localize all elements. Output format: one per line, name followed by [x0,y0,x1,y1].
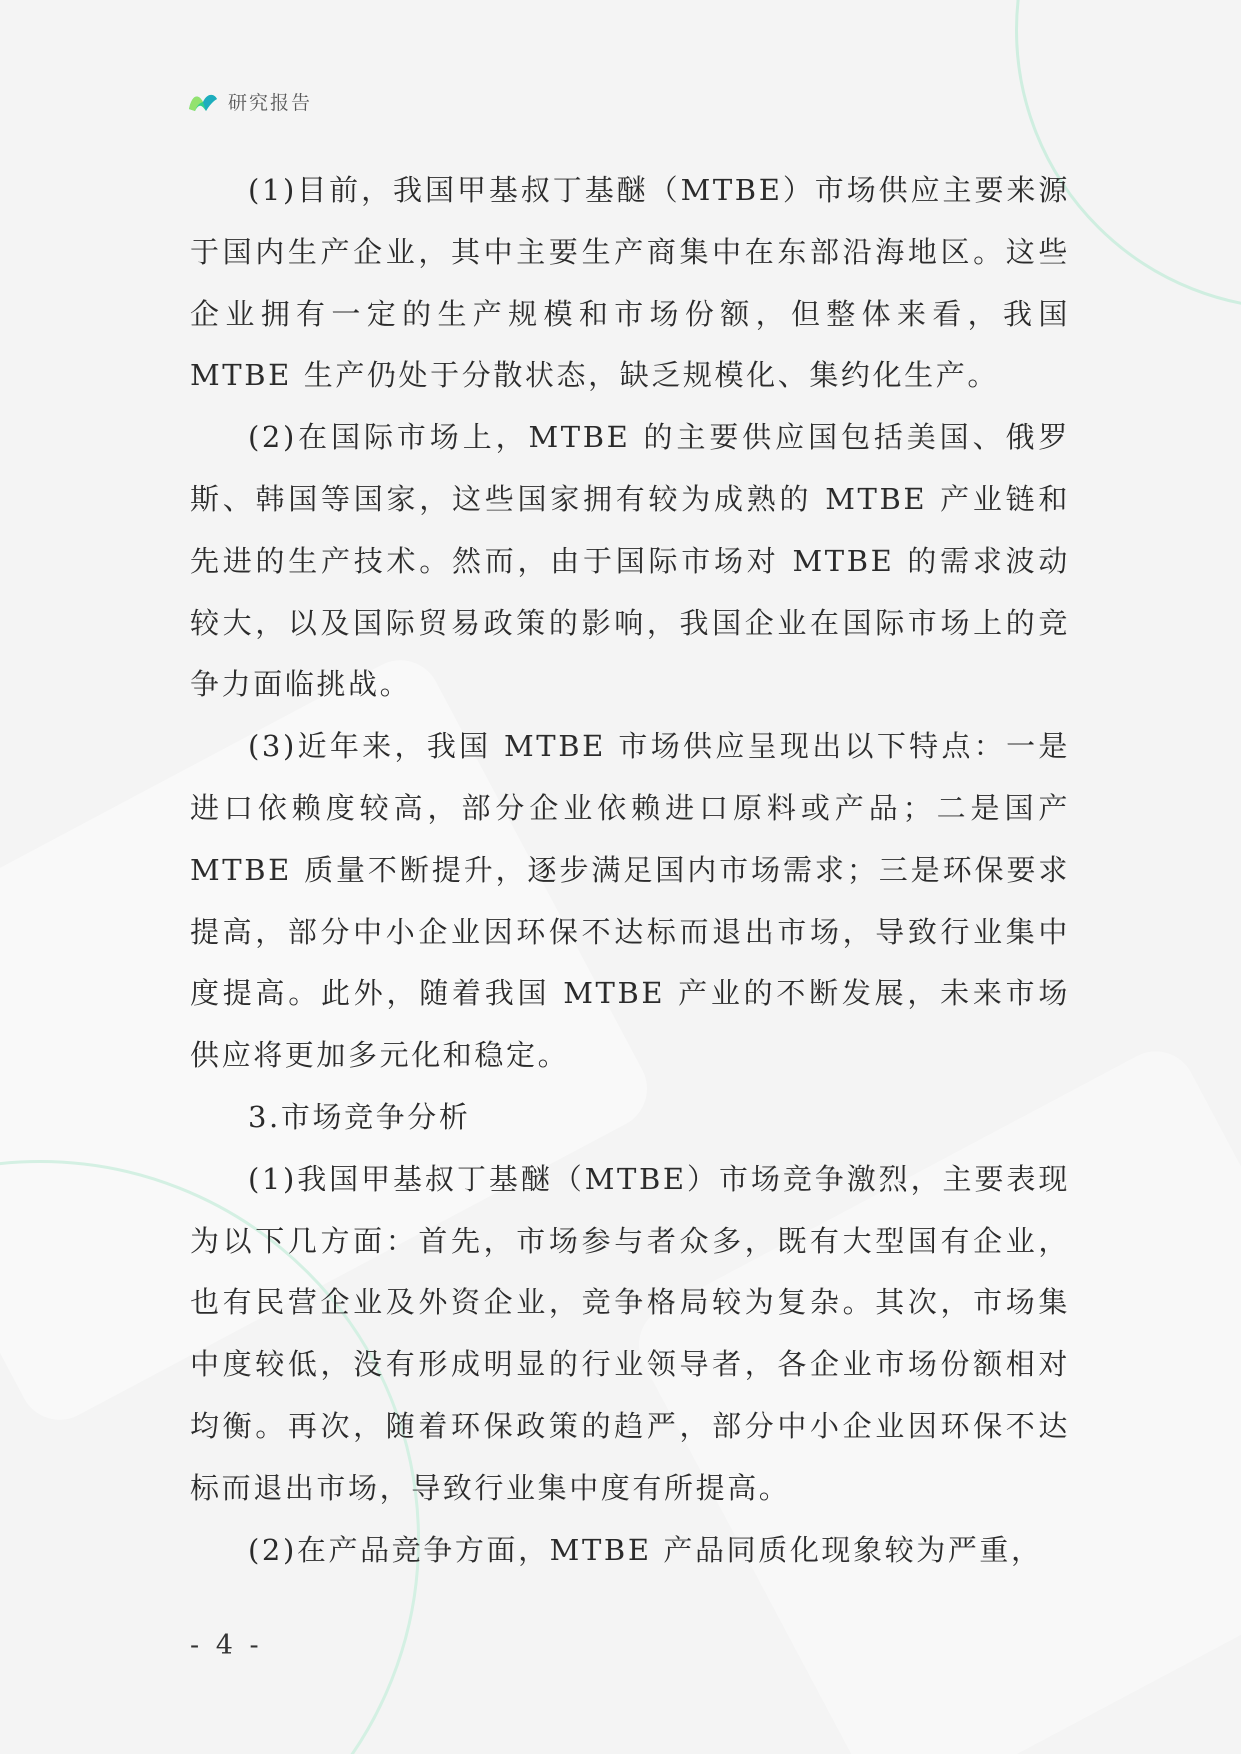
paragraph: (2)在产品竞争方面，MTBE 产品同质化现象较为严重， [248,1532,1043,1567]
paragraph: (1)目前，我国甲基叔丁基醚（MTBE）市场供应主要来源于国内生产企业，其中主要生产商集中在东部沿海地区。这些企业拥有一定的生产规模和市场份额，但整体来看，我国 MTBE 生产仍处于分散状态，缺乏规模化、集约化生产。 [190,173,1070,393]
paragraph: (1)我国甲基叔丁基醚（MTBE）市场竞争激烈，主要表现为以下几方面：首先，市场参与者众多，既有大型国有企业，也有民营企业及外资企业，竞争格局较为复杂。其次，市场集中度较低，没有形成明显的行业领导者，各企业市场份额相对均衡。再次，随着环保政策的趋严，部分中小企业因环保不达标而退出市场，导致行业集中度有所提高。 [190,1161,1070,1505]
page-header [186,88,312,115]
page-number: - 4 - [190,1630,263,1661]
brand-logo-icon [186,89,220,115]
section-heading: 3.市场竞争分析 [248,1099,471,1134]
paragraph: (3)近年来，我国 MTBE 市场供应呈现出以下特点：一是进口依赖度较高，部分企业依赖进口原料或产品；二是国产 MTBE 质量不断提升，逐步满足国内市场需求；三是环保要求提高，部分中小企业因环保不达标而退出市场，导致行业集中度提高。此外，随着我国 MTBE 产业的不断发展，未来市场供应将更加多元化和稳定。 [190,729,1070,1073]
document-body [190,160,1070,1581]
paragraph: (2)在国际市场上，MTBE 的主要供应国包括美国、俄罗斯、韩国等国家，这些国家拥有较为成熟的 MTBE 产业链和先进的生产技术。然而，由于国际市场对 MTBE 的需求波动较大，以及国际贸易政策的影响，我国企业在国际市场上的竞争力面临挑战。 [190,420,1070,702]
header-title: 研究报告 [228,92,313,114]
